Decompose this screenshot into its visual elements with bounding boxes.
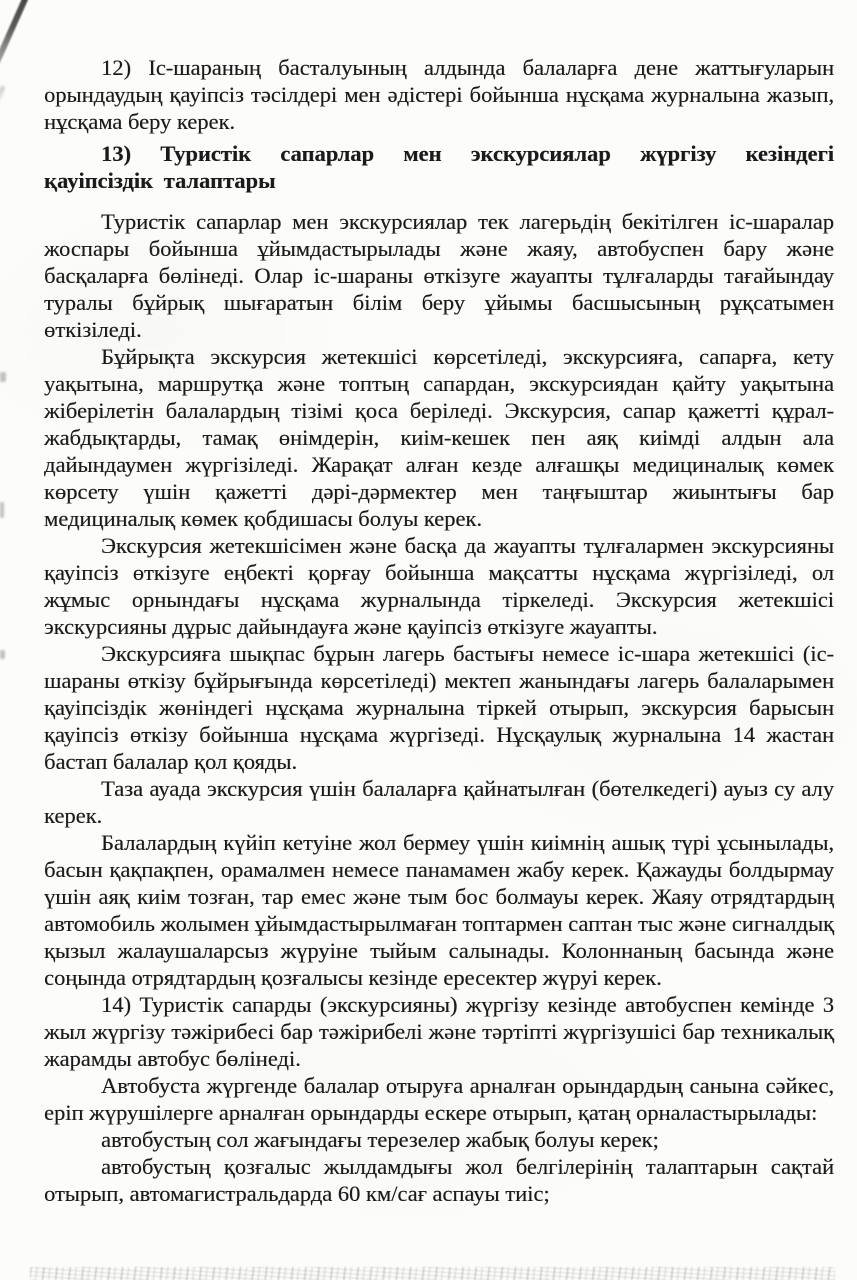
- paragraph-order-leader: Бұйрықта экскурсия жетекшісі көрсетіледі, экскурсияға, сапарға, кету уақытына, маршрутқа және топтың сапардан, экскурсиядан қайту уақытына жіберілетін балалардың тізімі қоса беріледі. Экскурсия, сапар қажетті құрал-жабдықтарды, тамақ өнімдерін, киім-кешек пен аяқ киімді алдын ала дайындаумен жүргізіледі. Жарақат алған кезде алғашқы медициналық көмек көрсету үшін қажетті дәрі-дәрмектер мен таңғыштар жиынтығы бар медициналық көмек қобдишасы болуы керек.: [44, 344, 834, 531]
- paragraph-water: Таза ауада экскурсия үшін балаларға қайнатылған (бөтелкедегі) ауыз су алу керек.: [44, 776, 834, 828]
- paragraph-before-departure: Экскурсияға шықпас бұрын лагерь бастығы немесе іс-шара жетекшісі (іс-шараны өткізу бұйрығында көрсетіледі) мектеп жанындағы лагерь балаларымен қауіпсіздік жөніндегі нұсқама журналына тіркей отырып, экскурсия барысын қауіпсіз өткізу бойынша нұсқама жүргізеді. Нұсқаулық журналына 14 жастан бастап балалар қол қояды.: [44, 641, 834, 774]
- scan-crease-mark: [0, 0, 33, 86]
- scan-edge-speck: [0, 372, 6, 382]
- scan-noise-band: [30, 1267, 835, 1280]
- scan-crease-mark-tail: [0, 85, 6, 127]
- paragraph-clothing: Балалардың күйіп кетуіне жол бермеу үшін киімнің ашық түрі ұсынылады, басын қақпақпен, орамалмен немесе панамамен жабу керек. Қажауды болдырмау үшін аяқ киім тозған, тар емес және тым бос болмауы керек. Жаяу отрядтардың автомобиль жолымен ұйымдастырылмаған топтармен саптан тыс және сигналдық қызыл жалаушаларсыз жүруіне тыйым салынады. Колоннаның басында және соңында отрядтардың қозғалысы кезінде ересектер жүруі керек.: [44, 830, 834, 990]
- list-item-windows: автобустың сол жағындағы терезелер жабық болуы керек;: [101, 1127, 659, 1152]
- paragraph-briefing: Экскурсия жетекшісімен және басқа да жауапты тұлғалармен экскурсияны қауіпсіз өткізуге еңбекті қорғау бойынша мақсатты нұсқама жүргізіледі, ол жұмыс орнындағы нұсқама журналында тіркеледі. Экскурсия жетекшісі экскурсияны дұрыс дайындауға және қауіпсіз өткізуге жауапты.: [44, 533, 834, 639]
- paragraph-excursions-plan: Туристік сапарлар мен экскурсиялар тек лагерьдің бекітілген іс-шаралар жоспары бойынша ұйымдастырылады және жаяу, автобуспен бару және басқаларға бөлінеді. Олар іс-шараны өткізуге жауапты тұлғаларды тағайындау туралы бұйрық шығаратын білім беру ұйымы басшысының рұқсатымен өткізіледі.: [44, 209, 834, 342]
- scan-edge-speck: [0, 650, 5, 659]
- list-item-speed: автобустың қозғалыс жылдамдығы жол белгілерінің талаптарын сақтай отырып, автомагистральдарда 60 км/сағ аспауы тиіс;: [44, 1154, 834, 1206]
- document-text-block: [44, 54, 834, 1207]
- paragraph-item-12: 12) Іс-шараның басталуының алдында балаларға дене жаттығуларын орындаудың қауіпсіз тәсілдері мен әдістері бойынша нұсқама журналына жазып, нұсқама беру керек.: [44, 55, 834, 134]
- scan-edge-speck: [0, 502, 4, 518]
- section-heading-13: 13) Туристік сапарлар мен экскурсиялар жүргізу кезіндегі қауіпсіздік талаптары: [44, 141, 834, 193]
- paragraph-item-14: 14) Туристік сапарды (экскурсияны) жүргізу кезінде автобуспен кемінде 3 жыл жүргізу тәжірибесі бар тәжірибелі және тәртіпті жүргізушісі бар техникалық жарамды автобус бөлінеді.: [44, 992, 834, 1071]
- paragraph-bus-seating: Автобуста жүргенде балалар отыруға арналған орындардың санына сәйкес, еріп жүрушілерге арналған орындарды ескере отырып, қатаң орналастырылады:: [44, 1073, 834, 1125]
